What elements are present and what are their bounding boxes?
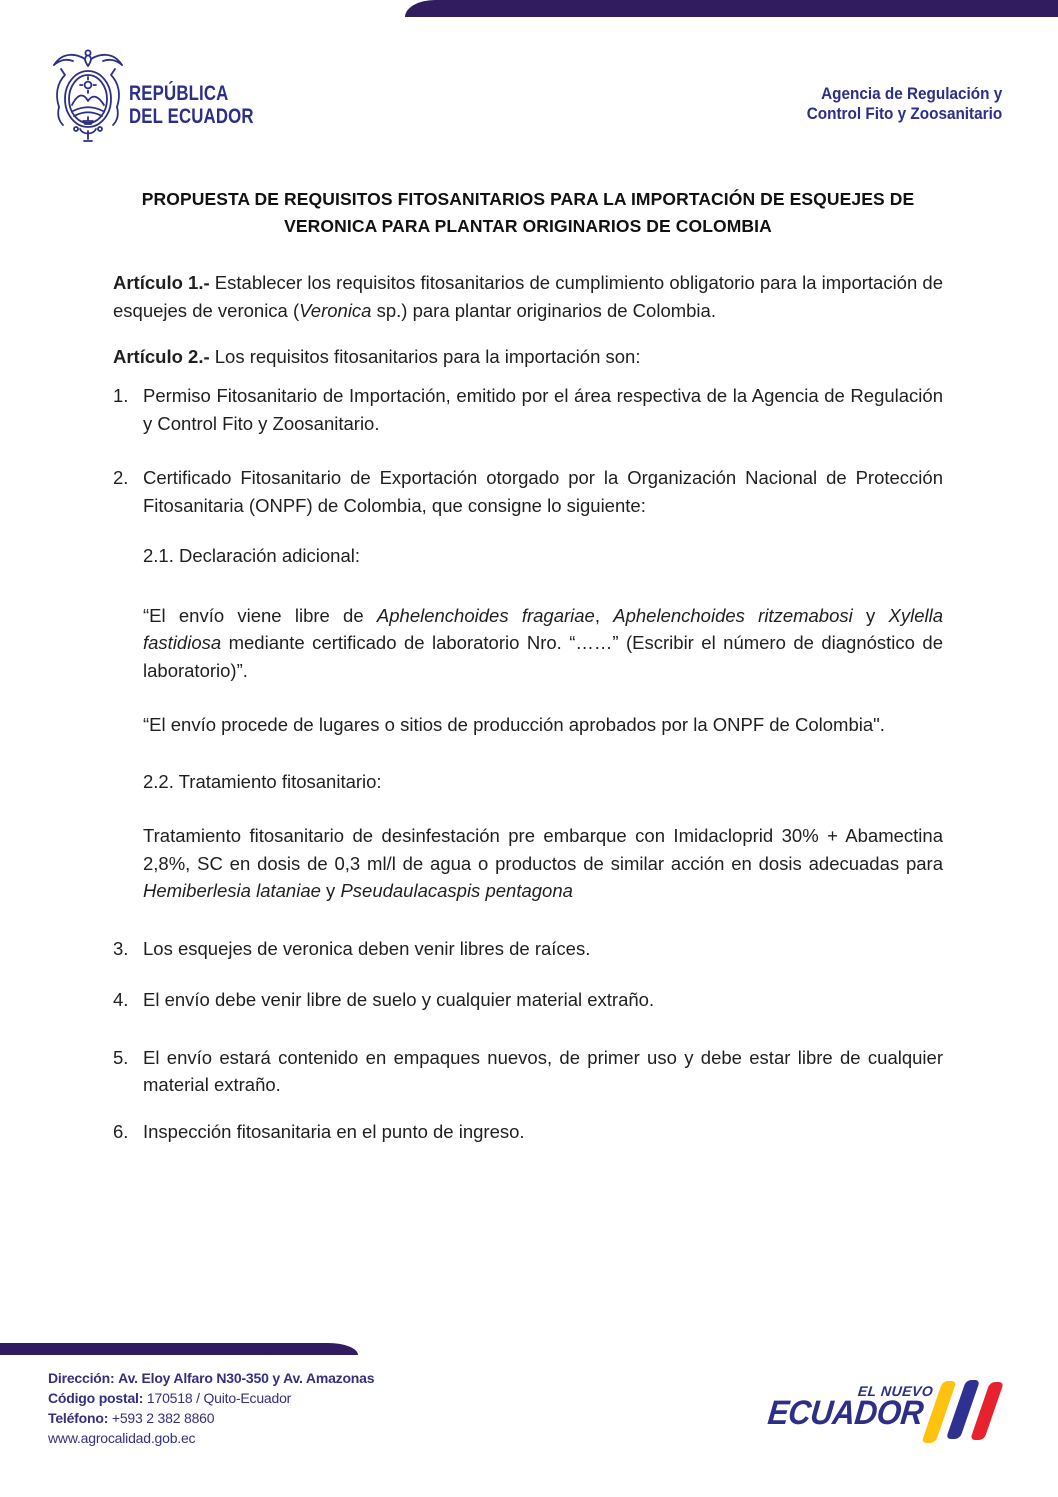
website-line (48, 1428, 374, 1448)
item-number: 5. (113, 1046, 129, 1068)
treatment-paragraph: Tratamiento fitosanitario de desinfestación pre embarque con Imidacloprid 30% + Abamectina 2,8%, SC en dosis de 0,3 ml/l de agua o productos de similar acción en dosis adecuadas para Hemiberlesia lataniae y Pseudaulacaspis pentagona (143, 825, 943, 901)
phone-line: Teléfono: +593 2 382 8860 (48, 1410, 215, 1426)
logo-top-text: EL NUEVO (857, 1383, 935, 1399)
requirement-item-5 (113, 1044, 943, 1099)
article-1-paragraph: Artículo 1.- Establecer los requisitos fitosanitarios de cumplimiento obligatorio para la importación de esquejes de veronica (Veronica sp.) para plantar originarios de Colombia. (113, 272, 943, 321)
website-url: www.agrocalidad.gob.ec (48, 1430, 196, 1446)
article-2-paragraph: Artículo 2.- Los requisitos fitosanitarios para la importación son: (113, 345, 641, 367)
republic-wordmark (129, 82, 254, 128)
brand-line-2: DEL ECUADOR (129, 105, 254, 128)
requirement-item-3 (113, 935, 943, 963)
item-text: Certificado Fitosanitario de Exportación otorgado por la Organización Nacional de Protección Fitosanitaria (ONPF) de Colombia, que consigne lo siguiente: (143, 467, 943, 516)
requirement-item-4 (113, 986, 943, 1014)
clause-2-1-heading: 2.1. Declaración adicional: (143, 545, 360, 566)
agency-line-2: Control Fito y Zoosanitario (806, 104, 1002, 123)
address-line: Dirección: Av. Eloy Alfaro N30-350 y Av. Amazonas (48, 1370, 375, 1386)
brand-line-1: REPÚBLICA (129, 82, 229, 105)
agency-line-1: Agencia de Regulación y (820, 84, 1002, 103)
requirement-item-6 (113, 1118, 943, 1146)
additional-declaration-quote: “El envío viene libre de Aphelenchoides fragariae, Aphelenchoides ritzemabosi y Xylella fastidiosa mediante certificado de laboratorio Nro. “……” (Escribir el número de diagnóstico de laboratorio)”. (143, 604, 944, 681)
header-band (405, 0, 1058, 17)
item-number: 3. (113, 937, 129, 959)
item-text: Permiso Fitosanitario de Importación, emitido por el área respectiva de la Agencia de Regulación y Control Fito y Zoosanitario. (143, 385, 943, 434)
title-line-1: PROPUESTA DE REQUISITOS FITOSANITARIOS PARA LA IMPORTACIÓN DE ESQUEJES DE (141, 189, 915, 209)
requirement-item-2 (113, 464, 943, 519)
item-number: 1. (113, 385, 129, 406)
item-text: Los esquejes de veronica deben venir libres de raíces. (143, 937, 591, 959)
document-title (113, 186, 943, 240)
item-number: 6. (113, 1120, 129, 1142)
clause-2-2-heading: 2.2. Tratamiento fitosanitario: (143, 770, 382, 792)
postal-code-line: Código postal: 170518 / Quito-Ecuador (48, 1390, 292, 1406)
ecuador-coat-of-arms-icon (47, 45, 129, 147)
footer-contact (48, 1368, 374, 1448)
logo-main-text: ECUADOR (766, 1394, 925, 1432)
footer-band (0, 1343, 358, 1355)
el-nuevo-ecuador-logo (760, 1378, 1020, 1450)
item-number: 2. (113, 467, 129, 488)
requirement-item-1 (113, 382, 943, 437)
document-body (113, 186, 943, 1145)
item-text: El envío estará contenido en empaques nuevos, de primer uso y debe estar libre de cualquier material extraño. (143, 1046, 943, 1095)
item-number: 4. (113, 989, 129, 1010)
item-text: Inspección fitosanitaria en el punto de ingreso. (143, 1120, 525, 1142)
production-origin-quote: “El envío procede de lugares o sitios de producción aprobados por la ONPF de Colombia". (143, 714, 885, 735)
item-text: El envío debe venir libre de suelo y cualquier material extraño. (143, 989, 655, 1010)
agency-name (807, 84, 1002, 124)
title-line-2: VERONICA PARA PLANTAR ORIGINARIOS DE COLOMBIA (284, 216, 772, 236)
